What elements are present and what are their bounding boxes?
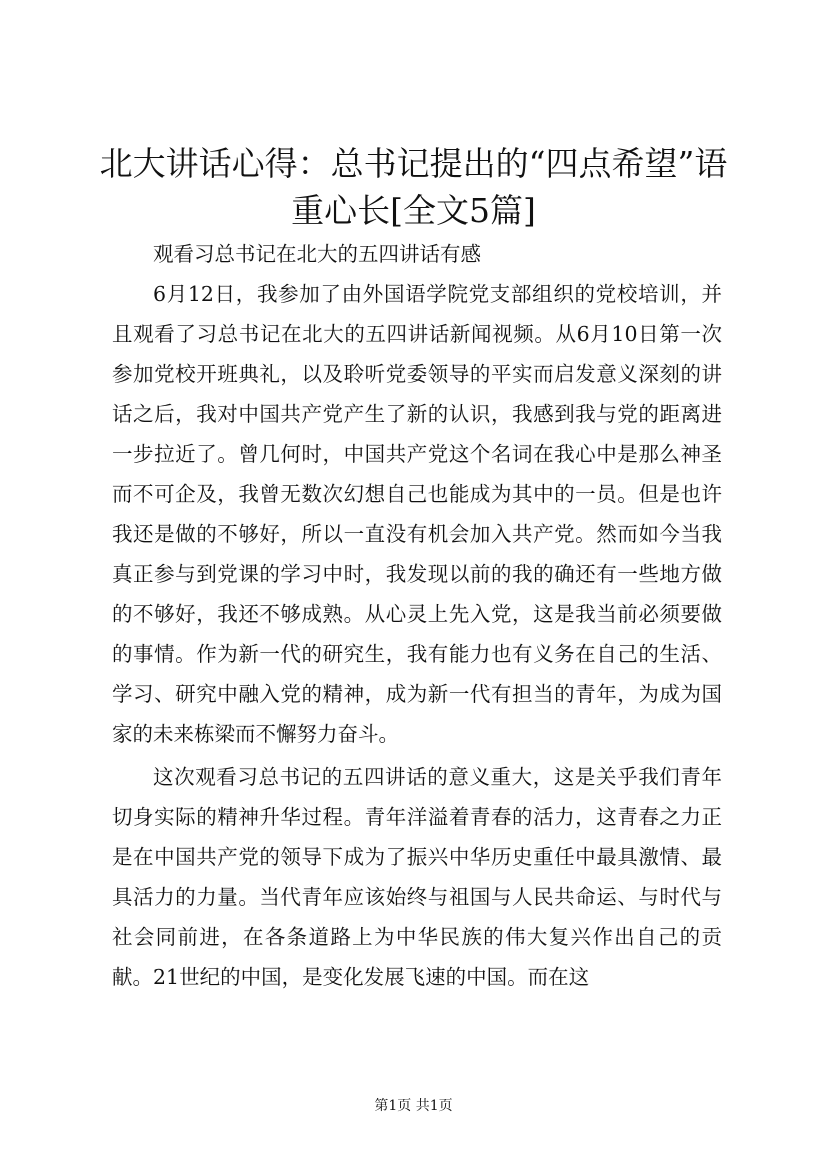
paragraph-1: 6月12日，我参加了由外国语学院党支部组织的党校培训，并且观看了习总书记在北大的五四讲话新闻视频。从6月10日第一次参加党校开班典礼，以及聆听党委领导的平实而启发意义深刻的讲话之后，我对中国共产党产生了新的认识，我感到我与党的距离进一步拉近了。曾几何时，中国共产党这个名词在我心中是那么神圣而不可企及，我曾无数次幻想自己也能成为其中的一员。但是也许我还是做的不够好，所以一直没有机会加入共产党。然而如今当我真正参与到党课的学习中时，我发现以前的我的确还有一些地方做的不够好，我还不够成熟。从心灵上先入党，这是我当前必须要做的事情。作为新一代的研究生，我有能力也有义务在自己的生活、学习、研究中融入党的精神，成为新一代有担当的青年，为成为国家的未来栋梁而不懈努力奋斗。: [112, 282, 722, 746]
paragraph-2: 这次观看习总书记的五四讲话的意义重大，这是关乎我们青年切身实际的精神升华过程。青年洋溢着青春的活力，这青春之力正是在中国共产党的领导下成为了振兴中华历史重任中最具激情、最具活力的力量。当代青年应该始终与祖国与人民共命运、与时代与社会同前进，在各条道路上为中华民族的伟大复兴作出自己的贡献。21世纪的中国，是变化发展飞速的中国。而在这: [112, 765, 722, 989]
document-title: 北大讲话心得：总书记提出的“四点希望”语重心长[全文5篇]: [99, 144, 728, 230]
document-body: [112, 234, 722, 997]
page-footer: 第1页 共1页: [374, 1098, 453, 1114]
document-subtitle: 观看习总书记在北大的五四讲话有感: [153, 242, 481, 266]
